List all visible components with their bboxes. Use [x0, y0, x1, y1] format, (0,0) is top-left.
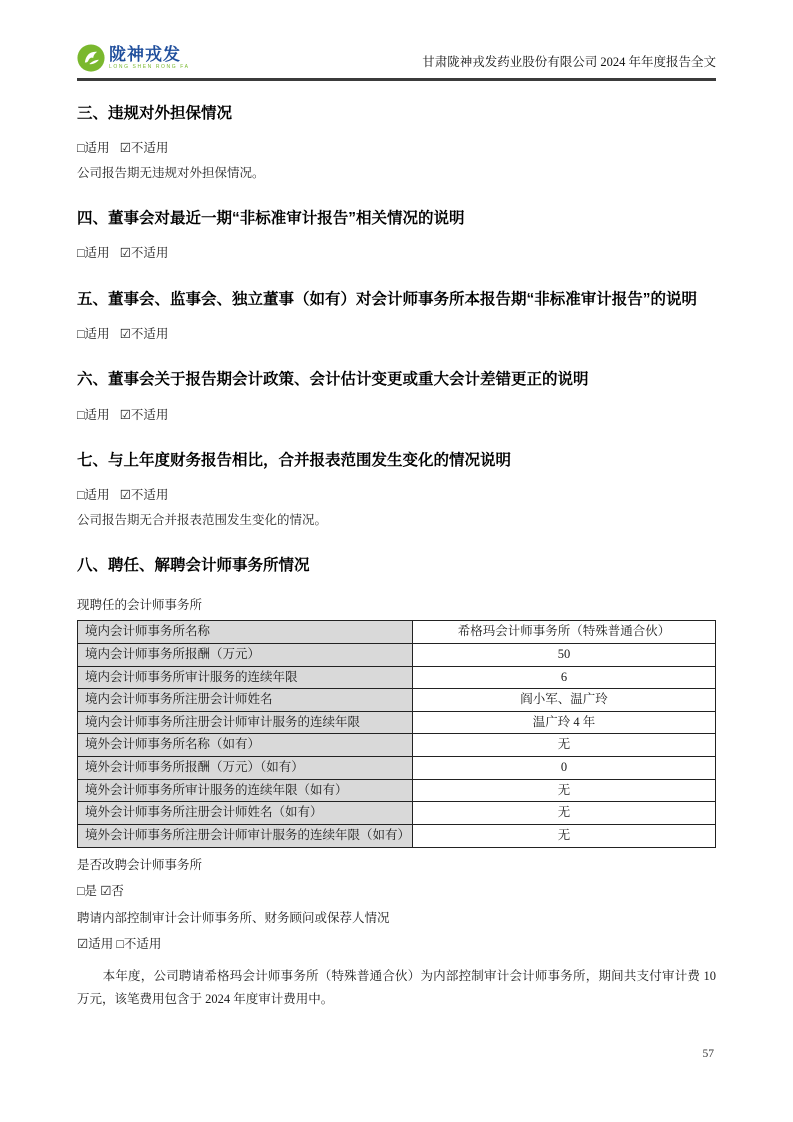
- checkbox-checked-applicable: ☑适用: [77, 937, 114, 951]
- change-firm-question: 是否改聘会计师事务所: [77, 857, 203, 872]
- row-value: 0: [412, 757, 715, 780]
- table-row: [78, 689, 716, 712]
- checkbox-unchecked-applicable: □适用: [77, 488, 110, 503]
- section-7-note: 公司报告期无合并报表范围发生变化的情况。: [77, 512, 328, 527]
- section-3-heading: 三、违规对外担保情况: [77, 105, 233, 122]
- row-value: 无: [412, 734, 715, 757]
- internal-control-options: [77, 936, 716, 954]
- table-row: [78, 711, 716, 734]
- table-row: [78, 666, 716, 689]
- page-number: 57: [702, 1048, 714, 1060]
- checkbox-unchecked-applicable: □适用: [77, 407, 110, 422]
- logo-brand-en: LONG SHEN RONG FA: [109, 64, 190, 70]
- table-row: [78, 643, 716, 666]
- row-label: 境内会计师事务所注册会计师姓名: [78, 689, 413, 712]
- row-label: 境外会计师事务所注册会计师姓名（如有）: [78, 802, 413, 825]
- checkbox-unchecked-applicable: □适用: [77, 326, 110, 341]
- after-table-block: [77, 857, 716, 954]
- table-row: [78, 734, 716, 757]
- logo-brand-cn: 陇神戎发: [109, 45, 181, 64]
- row-label: 境外会计师事务所名称（如有）: [78, 734, 413, 757]
- row-label: 境外会计师事务所注册会计师审计服务的连续年限（如有）: [78, 824, 413, 847]
- checkbox-checked-not-applicable: ☑不适用: [119, 407, 169, 422]
- section-5-heading: 五、董事会、监事会、独立董事（如有）对会计师事务所本报告期“非标准审计报告”的说明: [77, 290, 698, 308]
- row-label: 境外会计师事务所报酬（万元）（如有）: [78, 757, 413, 780]
- row-value: 50: [412, 643, 715, 666]
- row-value: 无: [412, 802, 715, 825]
- row-value: 6: [412, 666, 715, 689]
- table-row: [78, 824, 716, 847]
- closing-paragraph: 本年度，公司聘请希格玛会计师事务所（特殊普通合伙）为内部控制审计会计师事务所，期间共支付审计费 10 万元，该笔费用包含于 2024 年度审计费用中。: [77, 968, 716, 1007]
- checkbox-unchecked-not-applicable: □不适用: [116, 937, 162, 951]
- row-label: 境内会计师事务所报酬（万元）: [78, 643, 413, 666]
- table-row: [78, 621, 716, 644]
- section-3-applicability: [77, 140, 716, 158]
- audit-firm-table: [77, 620, 716, 847]
- logo-text: [109, 46, 190, 70]
- section-7-heading: 七、与上年度财务报告相比，合并报表范围发生变化的情况说明: [77, 452, 512, 469]
- row-value: 无: [412, 824, 715, 847]
- row-value: 阎小军、温广玲: [412, 689, 715, 712]
- checkbox-checked-not-applicable: ☑不适用: [119, 246, 169, 261]
- document-title: 甘肃陇神戎发药业股份有限公司 2024 年年度报告全文: [422, 55, 716, 69]
- row-value: 希格玛会计师事务所（特殊普通合伙）: [412, 621, 715, 644]
- internal-control-line: 聘请内部控制审计会计师事务所、财务顾问或保荐人情况: [77, 910, 390, 925]
- section-6-applicability: [77, 407, 716, 425]
- page-body: [77, 100, 716, 1012]
- row-label: 境内会计师事务所名称: [78, 621, 413, 644]
- current-firm-intro: 现聘任的会计师事务所: [77, 598, 203, 613]
- checkbox-unchecked-applicable: □适用: [77, 246, 110, 261]
- checkbox-checked-not-applicable: ☑不适用: [119, 488, 169, 503]
- section-5-applicability: [77, 326, 716, 344]
- table-row: [78, 802, 716, 825]
- table-row: [78, 779, 716, 802]
- page-header: [77, 0, 716, 81]
- section-7-applicability: [77, 487, 716, 505]
- row-label: 境外会计师事务所审计服务的连续年限（如有）: [78, 779, 413, 802]
- checkbox-unchecked-yes: □是: [77, 884, 98, 898]
- section-3-note: 公司报告期无违规对外担保情况。: [77, 165, 265, 180]
- section-8-heading: 八、聘任、解聘会计师事务所情况: [77, 557, 310, 575]
- section-4-heading: 四、董事会对最近一期“非标准审计报告”相关情况的说明: [77, 210, 465, 228]
- change-firm-options: [77, 883, 716, 901]
- table-row: [78, 757, 716, 780]
- row-label: 境内会计师事务所注册会计师审计服务的连续年限: [78, 711, 413, 734]
- company-logo: [77, 44, 190, 72]
- checkbox-unchecked-applicable: □适用: [77, 141, 110, 156]
- checkbox-checked-no: ☑否: [100, 884, 124, 898]
- logo-icon: [77, 44, 105, 72]
- row-value: 无: [412, 779, 715, 802]
- section-6-heading: 六、董事会关于报告期会计政策、会计估计变更或重大会计差错更正的说明: [77, 371, 589, 389]
- row-label: 境内会计师事务所审计服务的连续年限: [78, 666, 413, 689]
- row-value: 温广玲 4 年: [412, 711, 715, 734]
- checkbox-checked-not-applicable: ☑不适用: [119, 141, 169, 156]
- section-4-applicability: [77, 245, 716, 263]
- checkbox-checked-not-applicable: ☑不适用: [119, 326, 169, 341]
